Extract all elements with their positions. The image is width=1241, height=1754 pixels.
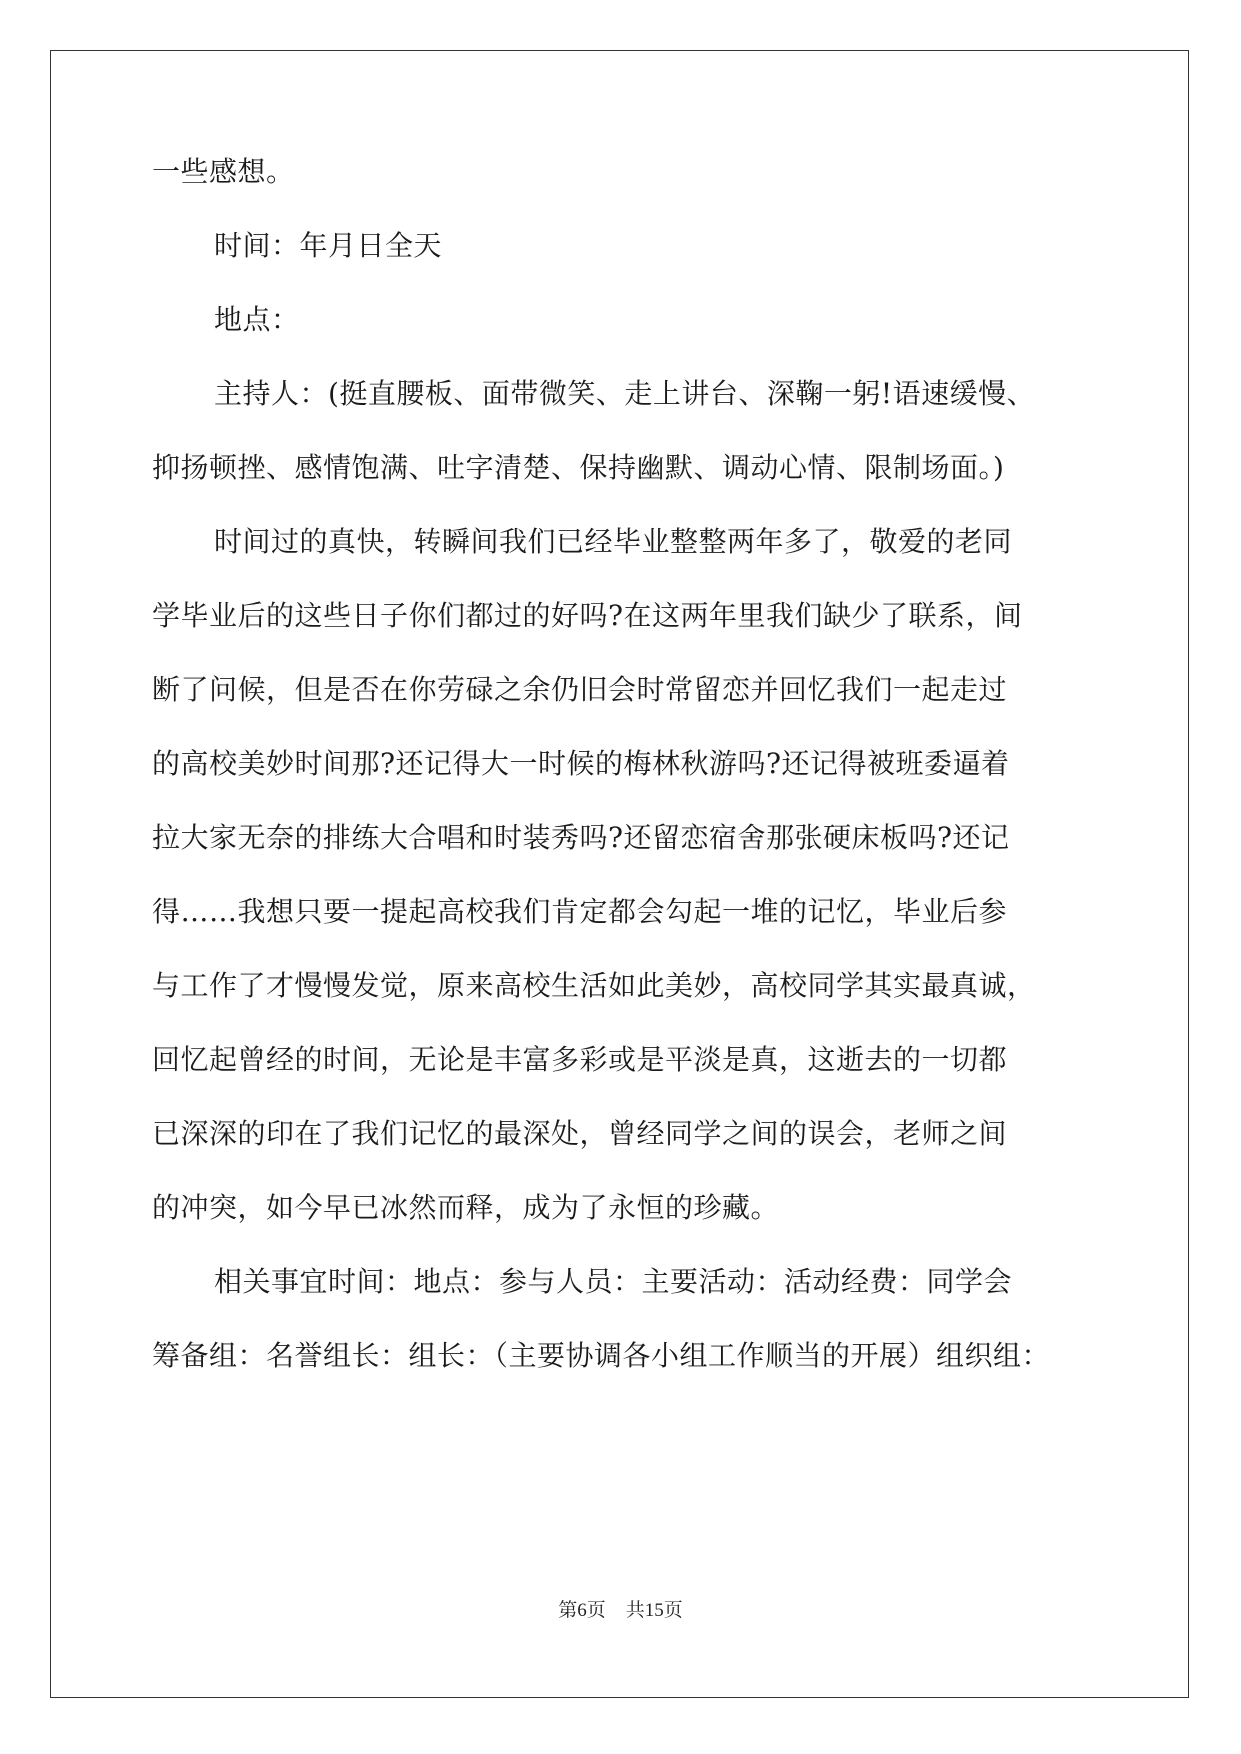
text-line: 一些感想。 — [152, 155, 295, 188]
text-line: 地点： — [214, 303, 300, 336]
text-line: 时间：年月日全天 — [214, 229, 443, 262]
text-line: 的高校美妙时间那?还记得大一时候的梅林秋游吗?还记得被班委逼着 — [152, 747, 1010, 780]
text-line: 回忆起曾经的时间，无论是丰富多彩或是平淡是真，这逝去的一切都 — [152, 1043, 1008, 1076]
page-total: 共15页 — [625, 1600, 683, 1621]
text-line: 与工作了才慢慢发觉，原来高校生活如此美妙，高校同学其实最真诚， — [152, 969, 1036, 1002]
page-footer — [0, 1599, 1241, 1623]
text-line: 的冲突，如今早已冰然而释，成为了永恒的珍藏。 — [152, 1191, 780, 1224]
text-line: 抑扬顿挫、感情饱满、吐字清楚、保持幽默、调动心情、限制场面。) — [152, 451, 1005, 484]
text-line: 主持人：(挺直腰板、面带微笑、走上讲台、深鞠一躬!语速缓慢、 — [214, 377, 1036, 410]
text-line: 学毕业后的这些日子你们都过的好吗?在这两年里我们缺少了联系，间 — [152, 599, 1023, 632]
text-line: 拉大家无奈的排练大合唱和时装秀吗?还留恋宿舍那张硬床板吗?还记 — [152, 821, 1010, 854]
text-line: 已深深的印在了我们记忆的最深处，曾经同学之间的误会，老师之间 — [152, 1117, 1008, 1150]
page-number: 第6页 — [558, 1600, 606, 1621]
page-border — [50, 50, 1189, 1698]
text-line: 相关事宜时间：地点：参与人员：主要活动：活动经费：同学会 — [214, 1265, 1013, 1298]
text-line: 筹备组：名誉组长：组长：（主要协调各小组工作顺当的开展）组织组： — [152, 1339, 1051, 1372]
text-line: 得……我想只要一提起高校我们肯定都会勾起一堆的记忆，毕业后参 — [152, 895, 1008, 928]
text-line: 断了问候，但是否在你劳碌之余仍旧会时常留恋并回忆我们一起走过 — [152, 673, 1008, 706]
text-line: 时间过的真快，转瞬间我们已经毕业整整两年多了，敬爱的老同 — [214, 525, 1013, 558]
